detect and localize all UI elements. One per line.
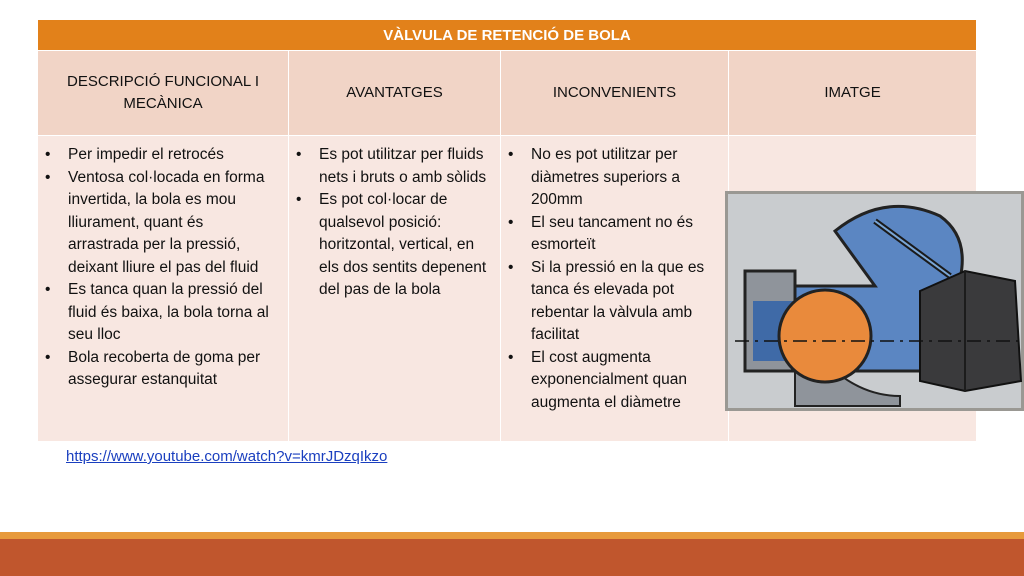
advantages-list (289, 144, 490, 302)
list-item: • El cost augmenta exponencialment quan augmenta el diàmetre (531, 347, 718, 415)
list-item: • Ventosa col·locada en forma invertida, la bola es mou lliurament, quant és arrastrada per la pressió, deixant lliure el pas del fluid (68, 167, 278, 280)
footer-band (0, 539, 1024, 576)
list-item: • Si la pressió en la que es tanca és elevada pot rebentar la vàlvula amb facilitat (531, 257, 718, 347)
table-title: VÀLVULA DE RETENCIÓ DE BOLA (38, 20, 977, 51)
header-disadvantages: INCONVENIENTS (501, 51, 729, 136)
list-item: • El seu tancament no és esmorteït (531, 212, 718, 257)
list-item: • Per impedir el retrocés (68, 144, 278, 167)
list-item: • Bola recoberta de goma per assegurar estanquitat (68, 347, 278, 392)
header-advantages: AVANTATGES (289, 51, 501, 136)
header-image: IMATGE (729, 51, 977, 136)
description-list (38, 144, 278, 392)
advantages-cell (289, 136, 501, 442)
list-item: • No es pot utilitzar per diàmetres superiors a 200mm (531, 144, 718, 212)
ball-check-valve-image (725, 191, 1024, 411)
list-item: • Es pot utilitzar per fluids nets i bruts o amb sòlids (319, 144, 490, 189)
list-item: • Es tanca quan la pressió del fluid és baixa, la bola torna al seu lloc (68, 279, 278, 347)
description-cell (38, 136, 289, 442)
youtube-link[interactable]: https://www.youtube.com/watch?v=kmrJDzqIkzo (66, 448, 388, 465)
disadvantages-cell (501, 136, 729, 442)
list-item: • Es pot col·locar de qualsevol posició: horitzontal, vertical, en els dos sentits depenent del pas de la bola (319, 189, 490, 302)
disadvantages-list (501, 144, 718, 414)
header-description: DESCRIPCIÓ FUNCIONAL I MECÀNICA (38, 51, 289, 136)
footer-accent-band (0, 532, 1024, 539)
